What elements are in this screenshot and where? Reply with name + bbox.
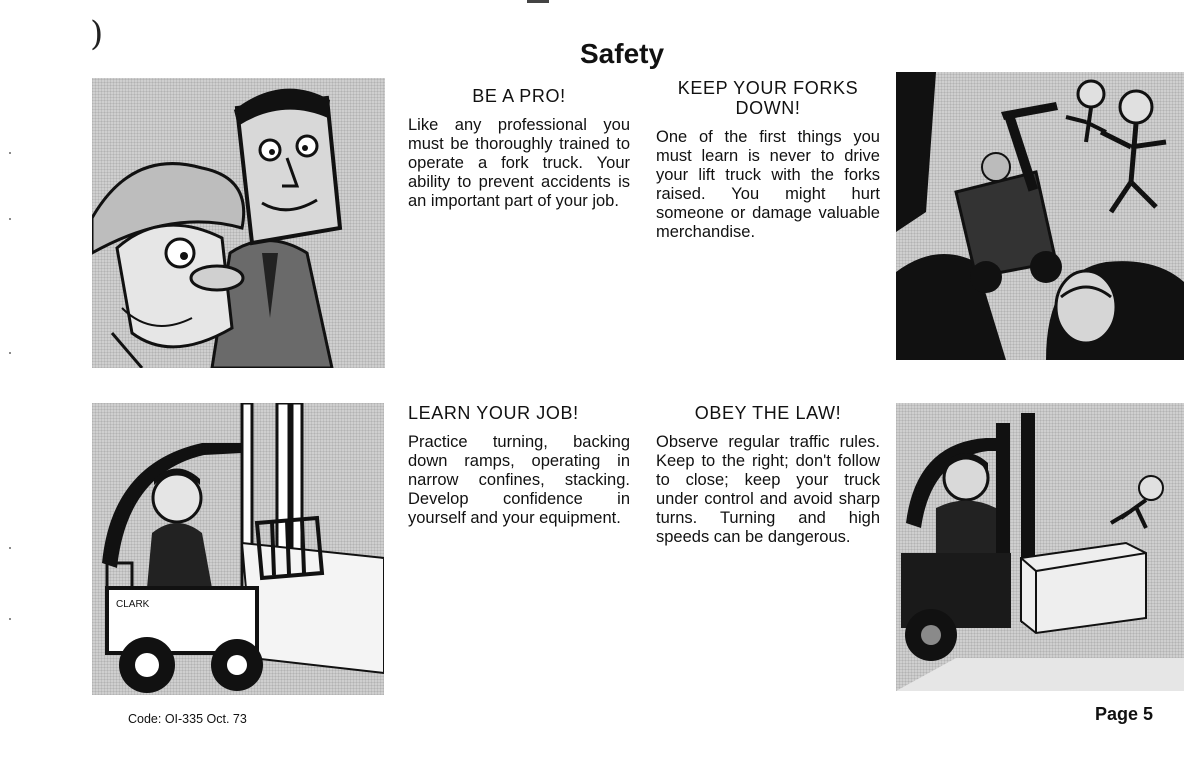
section-heading: BE A PRO! xyxy=(472,86,566,106)
section-body: Observe regular traffic rules. Keep to the right; don't follow to close; keep your truck under control and avoid sharp turns. Turning and high speeds can be dangerous. xyxy=(656,433,880,546)
margin-dot xyxy=(9,152,11,154)
section-learn-your-job xyxy=(408,403,630,528)
document-code: Code: OI-335 Oct. 73 xyxy=(128,712,247,726)
section-keep-forks-down xyxy=(656,78,880,242)
margin-dot xyxy=(9,352,11,354)
scan-mark-parenthesis: ) xyxy=(90,14,104,54)
section-heading: LEARN YOUR JOB! xyxy=(408,403,579,423)
margin-dot xyxy=(9,218,11,220)
scan-mark xyxy=(527,0,549,3)
section-heading: KEEP YOUR FORKS DOWN! xyxy=(677,78,859,118)
margin-dot xyxy=(9,547,11,549)
section-be-a-pro xyxy=(408,86,630,211)
section-body: Practice turning, backing down ramps, operating in narrow confines, stacking. Develop confidence in yourself and your equipment. xyxy=(408,433,630,527)
cartoon-forklift-operator-icon xyxy=(92,403,384,695)
truck-brand-label: CLARK xyxy=(116,599,150,610)
section-obey-the-law xyxy=(656,403,880,547)
page-number: Page 5 xyxy=(1095,704,1154,724)
cartoon-forklift-with-crate-icon xyxy=(896,403,1184,691)
section-heading: OBEY THE LAW! xyxy=(694,403,842,423)
section-body: One of the first things you must learn is never to drive your lift truck with the forks raised. You might hurt someone or damage valuable merchandise. xyxy=(656,128,880,241)
page-title: Safety xyxy=(580,38,665,69)
section-body: Like any professional you must be thoroughly trained to operate a fork truck. Your ability to prevent accidents is an important part of your job. xyxy=(408,116,630,210)
margin-dot xyxy=(9,618,11,620)
cartoon-instructor-and-cowboy-icon xyxy=(92,78,385,368)
cartoon-forklift-raised-forks-icon xyxy=(896,72,1184,360)
